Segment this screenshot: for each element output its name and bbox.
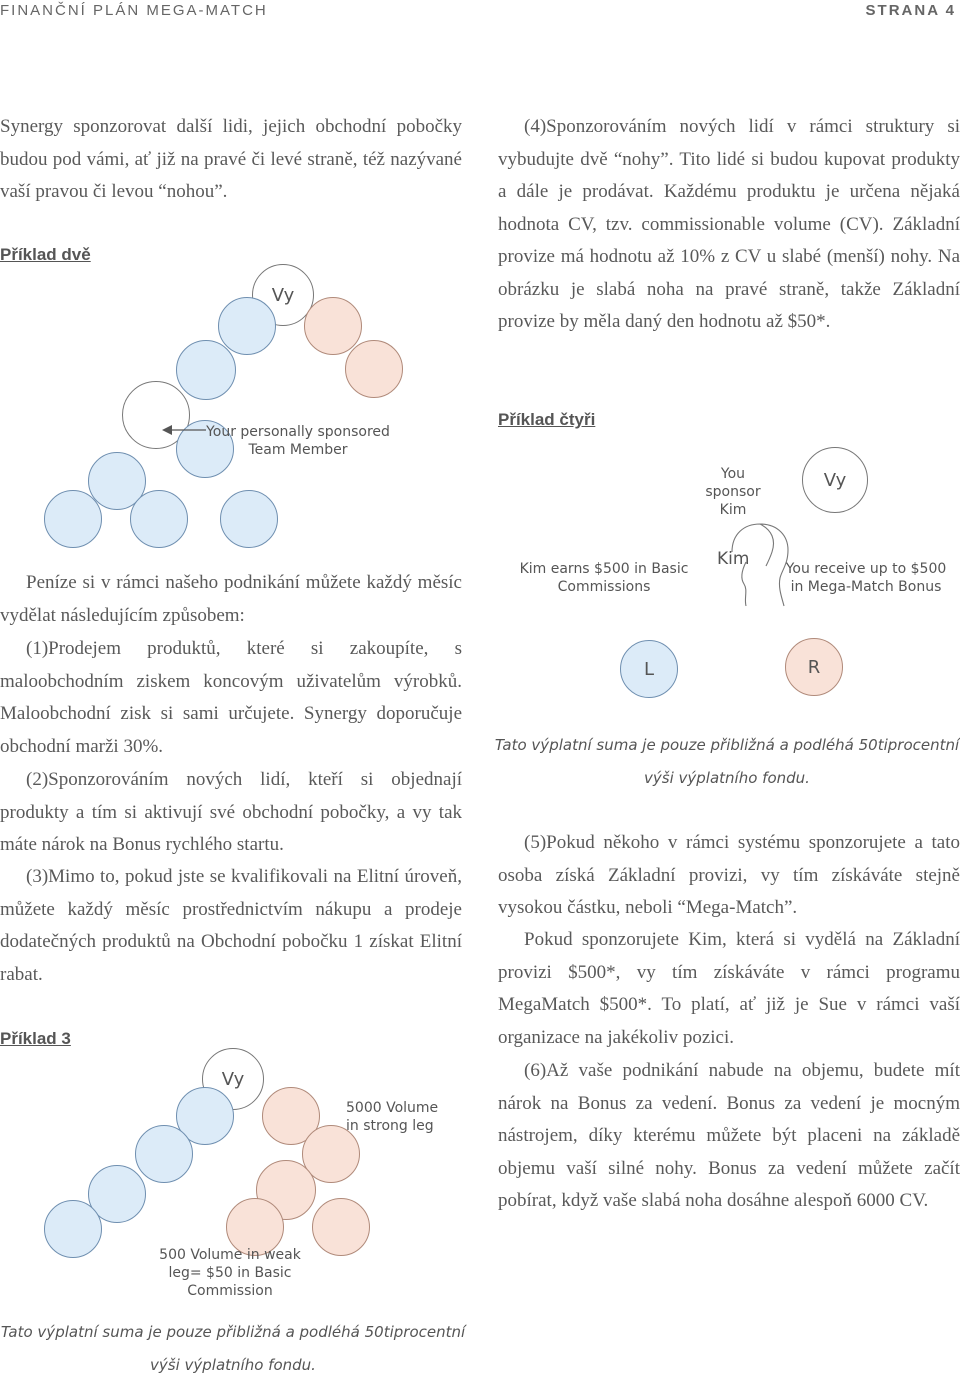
paragraph-5b: Pokud sponzorujete Kim, která si vydělá na Základní provizi $500*, vy tím získáváte v rámci programu MegaMatch $500*. To platí, ať již je Sue v rámci vaší organizace na jakékoliv pozici. <box>498 929 960 1048</box>
you-node-label: Vy <box>823 469 847 491</box>
arrow-left-icon <box>160 422 208 438</box>
tree-node <box>220 490 278 548</box>
tree-node <box>218 297 276 355</box>
income-point-1: (1)Prodejem produktů, které si zakoupíte, s maloobchodním ziskem koncovým uživatelům výrobků. Maloobchodní zisk si sami určujete. Synergy doporučuje obchodní marži 30%. <box>0 638 462 757</box>
right-leg-node <box>785 638 843 696</box>
tree-node <box>176 340 236 400</box>
paragraph-4: (4)Sponzorováním nových lidí v rámci struktury si vybudujte dvě “nohy”. Tito lidé si budou kupovat produkty a dále je prodávat. Každému produktu je určena nějaká hodnota CV, tzv. commissionable volume (CV). Základní provize má hodnotu až 10% z CV u slabé (menší) nohy. Na obrázku je slabá noha na pravé straně, takže Základní provize by měla daný den hodnotu až $50*. <box>498 116 960 332</box>
weak-leg-label: 500 Volume in weak leg= $50 in Basic Commission <box>159 1247 301 1299</box>
tree-node <box>304 297 362 355</box>
paragraph-6: (6)Až vaše podnikání nabude na objemu, budete mít nárok na Bonus za vedení. Bonus za vedení je mocným nástrojem, díky kterému můžete být placeni na základě objemu vaší silné nohy. Bonus za vedení můžete začít pobírat, když vaše slabá noha dosáhne alespoň 6000 CV. <box>498 1060 960 1211</box>
tree-node <box>44 490 102 548</box>
right-leg-label: R <box>807 656 821 678</box>
payout-disclaimer-right: Tato výplatní suma je pouze přibližná a podléhá 50tiprocentní výši výplatního fondu. <box>494 736 960 787</box>
tree-node <box>130 490 188 548</box>
strong-leg-label: 5000 Volume in strong leg <box>346 1100 439 1134</box>
example-3-heading: Příklad 3 <box>0 1029 71 1048</box>
left-leg-label: L <box>643 658 655 680</box>
income-point-3: (3)Mimo to, pokud jste se kvalifikovali na Elitní úroveň, můžete každý měsíc prostřednictvím nákupu a prodeje dodatečných produktů na Obchodní pobočku 1 získat Elitní rabat. <box>0 866 462 985</box>
example-2-heading: Příklad dvě <box>0 245 91 264</box>
income-point-2: (2)Sponzorováním nových lidí, kteří si objednají produkty a tím si aktivují své obchodní pobočky, a vy tak máte nárok na Bonus rychlého startu. <box>0 769 462 855</box>
left-leg-node <box>620 640 678 698</box>
intro-paragraph: Synergy sponzorovat další lidi, jejich obchodní pobočky budou pod vámi, ať již na pravé či levé straně, též nazývané vaší pravou či levou “nohou”. <box>0 116 462 202</box>
you-node-label: Vy <box>271 284 295 306</box>
kim-earns-label: Kim earns $500 in Basic Commissions <box>519 561 689 595</box>
tree-node <box>345 340 403 398</box>
you-sponsor-kim-label: You sponsor Kim <box>705 466 761 518</box>
you-receive-label: You receive up to $500 in Mega-Match Bonus <box>785 561 947 595</box>
tree-node <box>44 1200 102 1258</box>
example-2-caption: Your personally sponsored Team Member <box>206 424 390 458</box>
kim-label: Kim <box>717 549 750 569</box>
document-title: FINANČNÍ PLÁN MEGA-MATCH <box>0 2 268 19</box>
tree-node <box>312 1198 370 1256</box>
payout-disclaimer-left: Tato výplatní suma je pouze přibližná a podléhá 50tiprocentní výši výplatního fondu. <box>0 1323 466 1374</box>
you-node-label: Vy <box>221 1068 245 1090</box>
tree-node <box>135 1125 193 1183</box>
you-node <box>802 447 868 513</box>
page-number: STRANA 4 <box>865 2 956 19</box>
example-4-heading: Příklad čtyři <box>498 410 596 429</box>
income-intro-paragraph: Peníze si v rámci našeho podnikání můžete každý měsíc vydělat následujícím způsobem: <box>0 572 462 626</box>
paragraph-5: (5)Pokud někoho v rámci systému sponzorujete a tato osoba získá Základní provizi, vy tím získáváte stejně vysokou částku, neboli “Mega-Match”. <box>498 832 960 918</box>
